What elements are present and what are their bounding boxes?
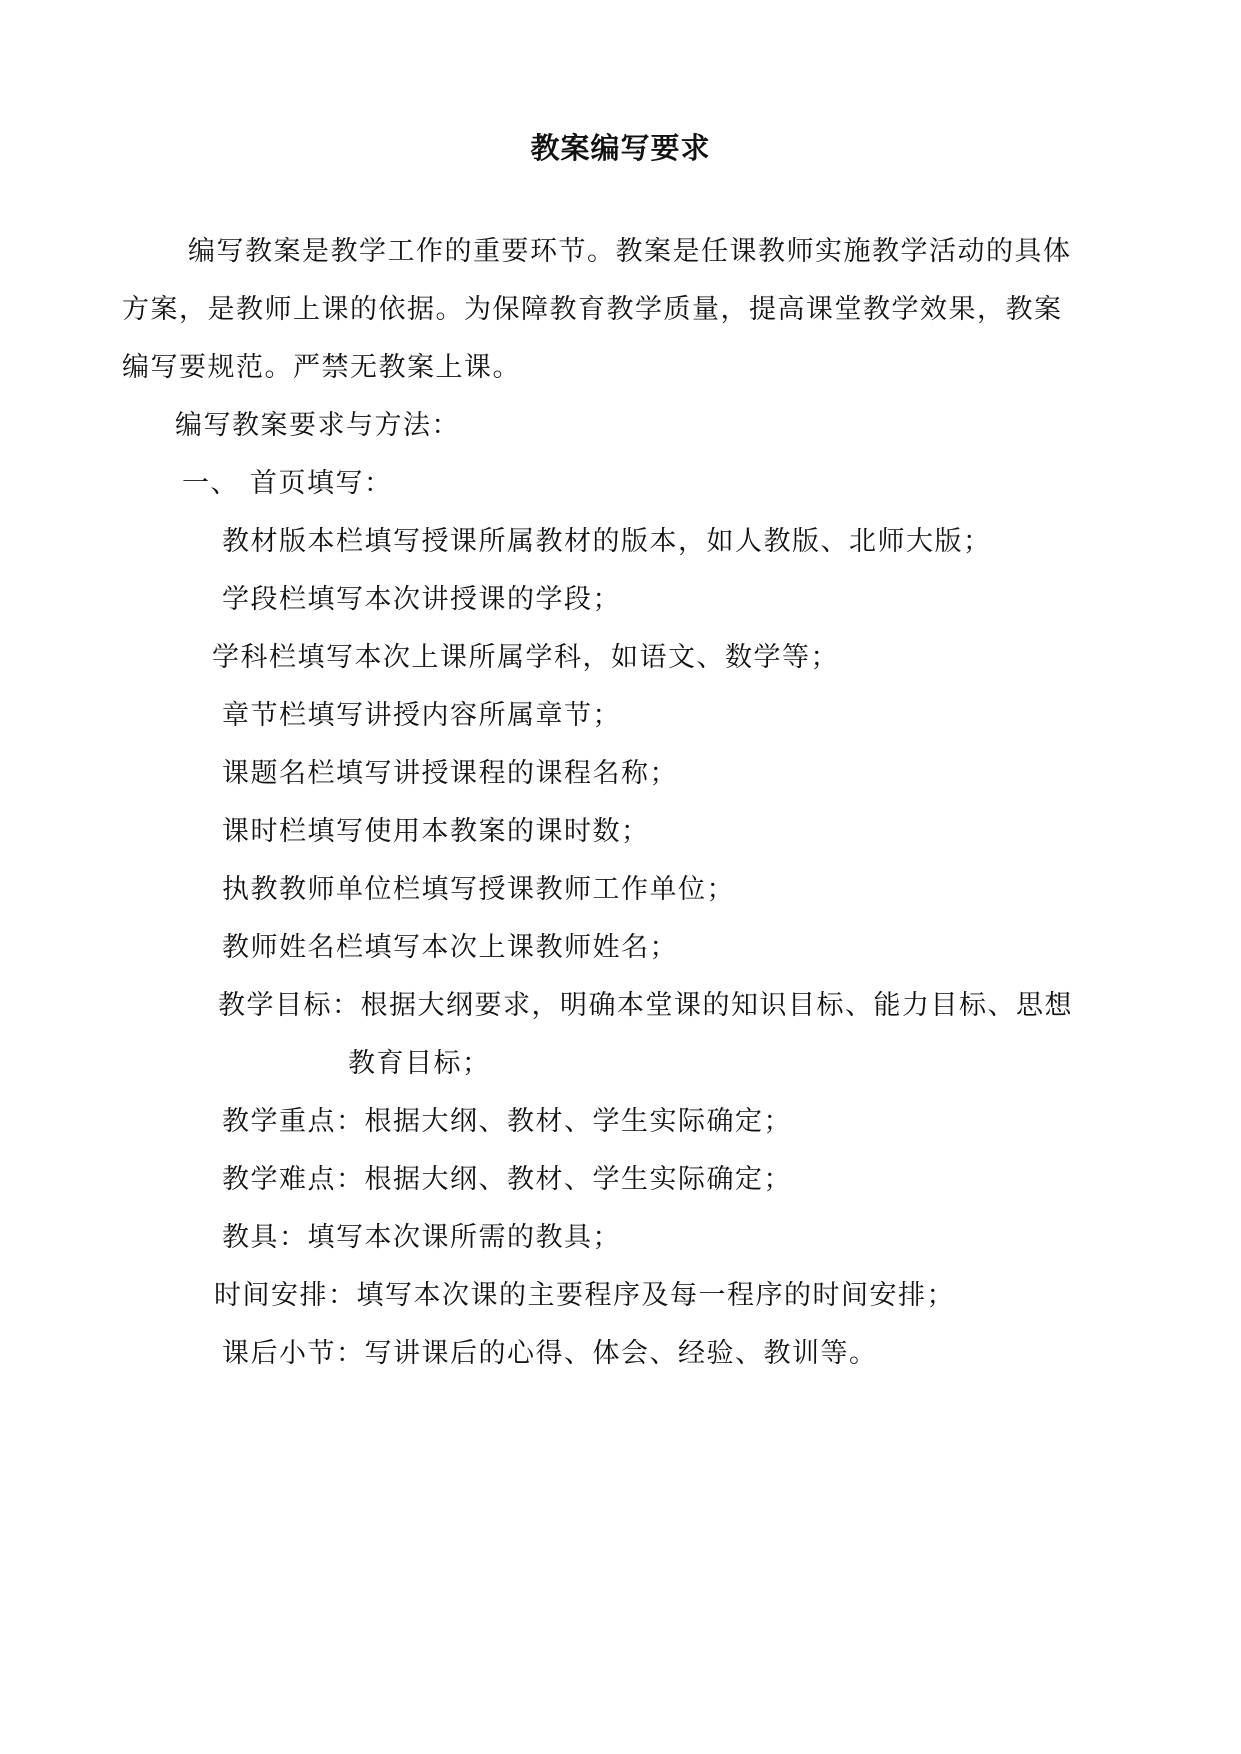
item-lesson-hours: 课时栏填写使用本教案的课时数；: [222, 816, 650, 847]
intro-line-2: 方案，是教师上课的依据。为保障教育教学质量，提高课堂教学效果，教案: [122, 294, 1063, 325]
item-time-arrangement: 时间安排：填写本次课的主要程序及每一程序的时间安排；: [214, 1280, 955, 1311]
item-school-stage: 学段栏填写本次讲授课的学段；: [222, 584, 621, 615]
item-teaching-aids: 教具：填写本次课所需的教具；: [222, 1222, 621, 1253]
item-key-points: 教学重点：根据大纲、教材、学生实际确定；: [222, 1106, 792, 1137]
item-chapter: 章节栏填写讲授内容所属章节；: [222, 700, 621, 731]
item-teaching-goals: 教学目标：根据大纲要求，明确本堂课的知识目标、能力目标、思想: [218, 990, 1073, 1021]
section-1-label: 首页填写：: [250, 468, 393, 499]
item-lesson-title: 课题名栏填写讲授课程的课程名称；: [222, 758, 678, 789]
item-after-class-summary: 课后小节：写讲课后的心得、体会、经验、教训等。: [222, 1338, 878, 1369]
item-teacher-name: 教师姓名栏填写本次上课教师姓名；: [222, 932, 678, 963]
item-teaching-goals-cont: 教育目标；: [348, 1048, 491, 1079]
method-heading: 编写教案要求与方法：: [175, 410, 460, 441]
item-subject: 学科栏填写本次上课所属学科，如语文、数学等；: [212, 642, 839, 673]
item-teacher-unit: 执教教师单位栏填写授课教师工作单位；: [222, 874, 735, 905]
intro-line-1: 编写教案是教学工作的重要环节。教案是任课教师实施教学活动的具体: [188, 236, 1072, 267]
document-title: 教案编写要求: [530, 131, 711, 165]
item-textbook-version: 教材版本栏填写授课所属教材的版本，如人教版、北师大版；: [222, 526, 992, 557]
intro-line-3: 编写要规范。严禁无教案上课。: [122, 352, 521, 383]
item-difficult-points: 教学难点：根据大纲、教材、学生实际确定；: [222, 1164, 792, 1195]
section-1-number: 一、: [182, 468, 239, 499]
